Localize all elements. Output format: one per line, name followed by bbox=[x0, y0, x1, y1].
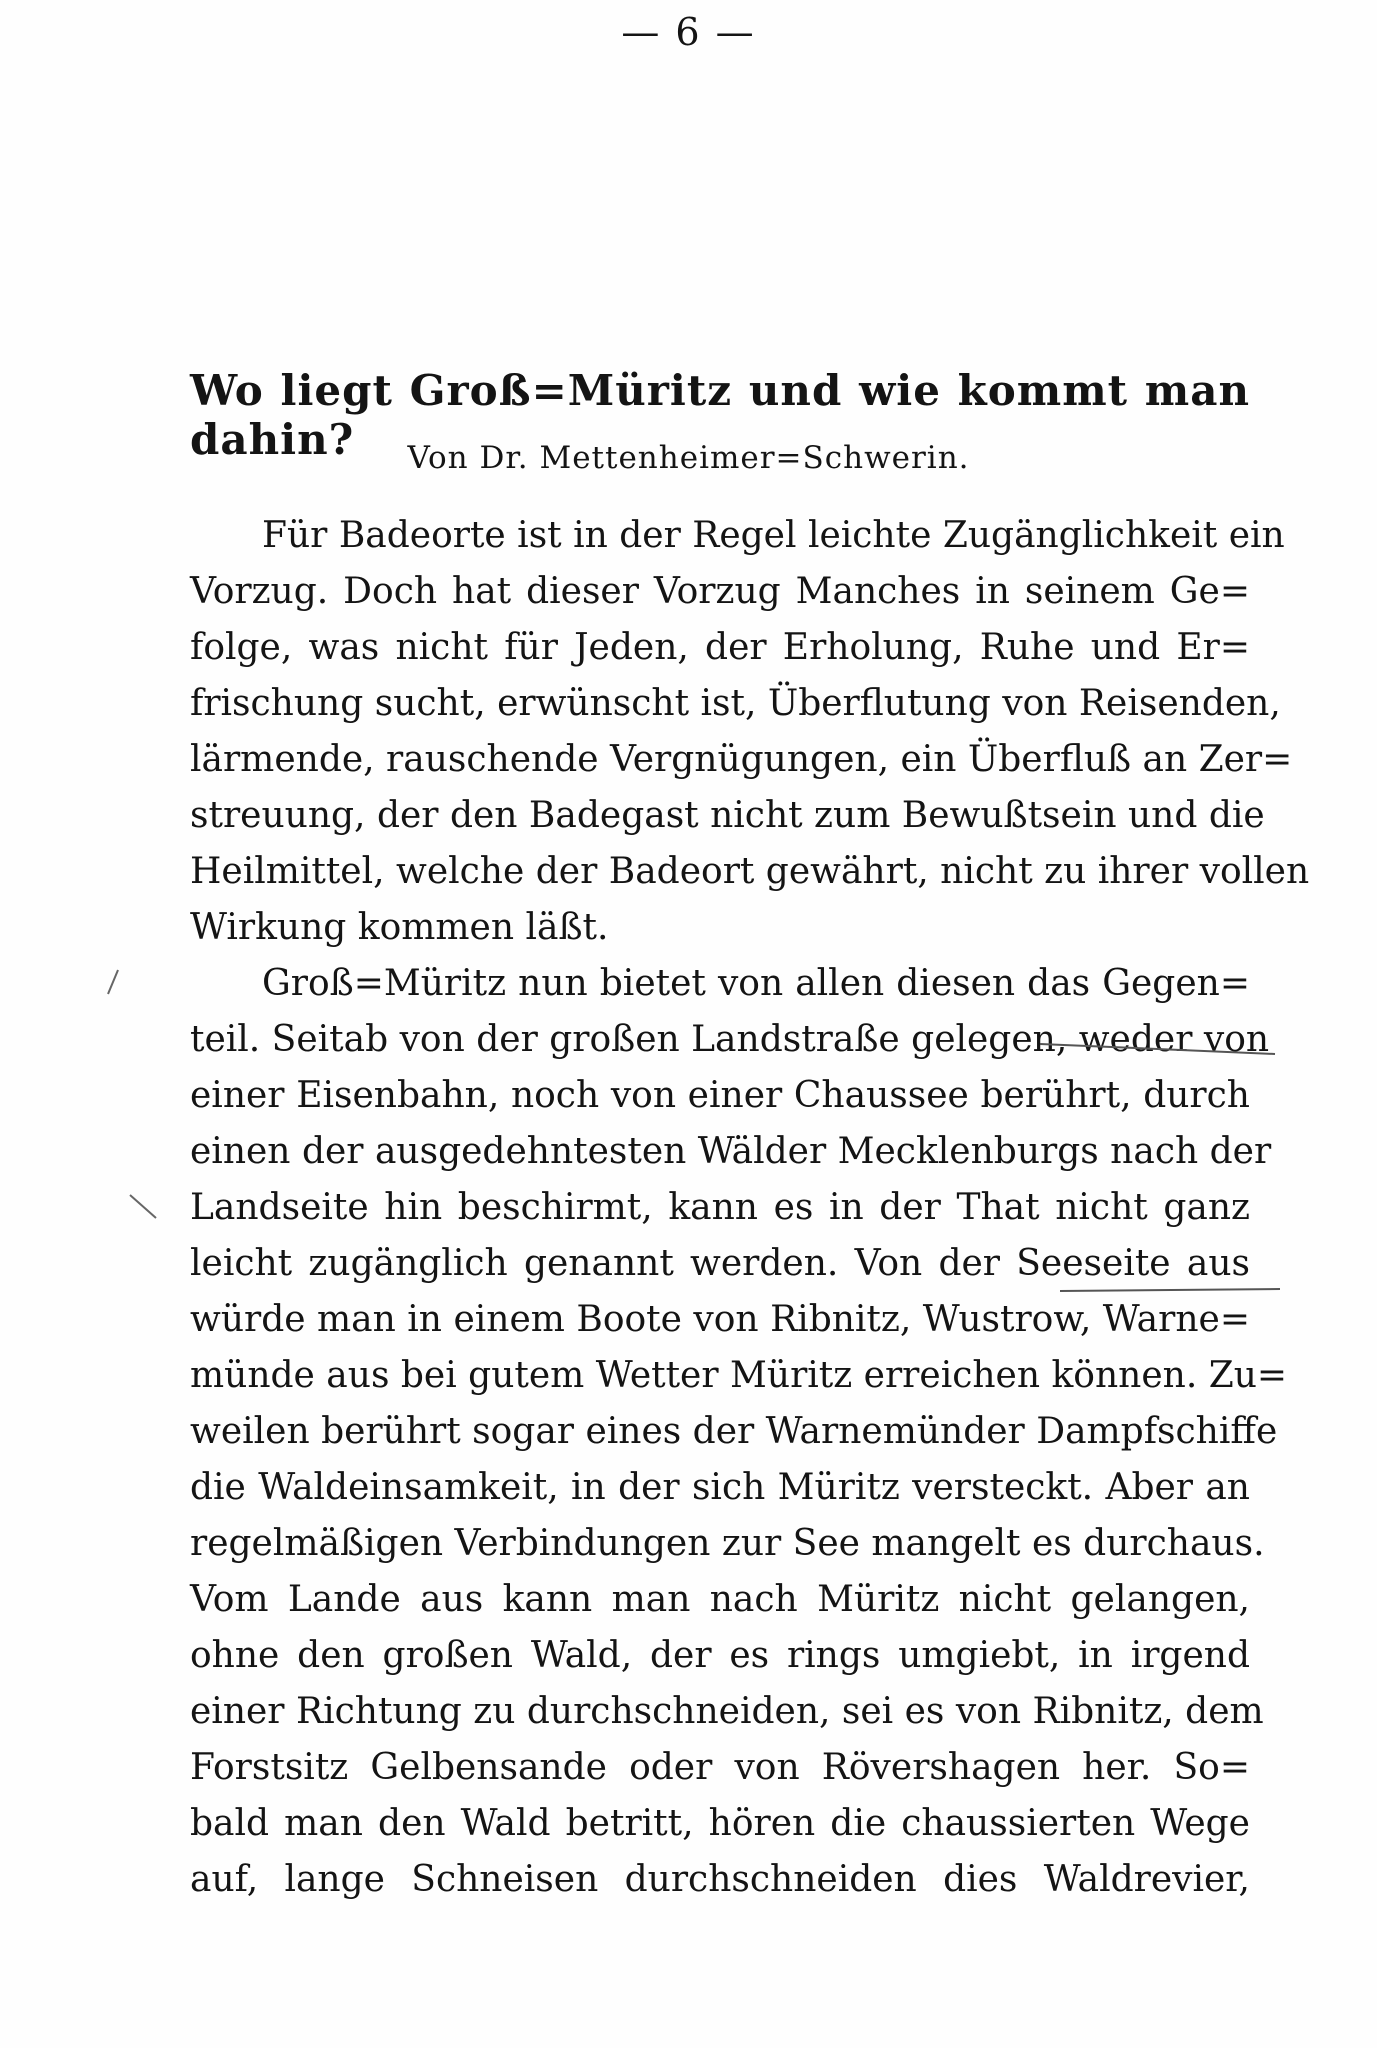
pencil-dash-mark bbox=[108, 970, 118, 994]
text-line: die Waldeinsamkeit, in der sich Müritz versteckt. Aber an bbox=[190, 1467, 1250, 1508]
text-line: ohne den großen Wald, der es rings umgiebt, in irgend bbox=[190, 1635, 1250, 1676]
paragraph-1 bbox=[190, 508, 1310, 956]
text-line: münde aus bei gutem Wetter Müritz erreichen können. Zu= bbox=[190, 1355, 1288, 1396]
text-line: regelmäßigen Verbindungen zur See mangelt es durchaus. bbox=[190, 1523, 1265, 1564]
text-line: Vom Lande aus kann man nach Müritz nicht gelangen, bbox=[190, 1579, 1250, 1620]
text-line: Groß=Müritz nun bietet von allen diesen das Gegen= bbox=[262, 963, 1250, 1004]
article-title: Wo liegt Groß=Müritz und wie kommt man dahin? bbox=[190, 366, 1250, 464]
text-line: leicht zugänglich genannt werden. Von der Seeseite aus bbox=[190, 1243, 1250, 1284]
text-line: lärmende, rauschende Vergnügungen, ein Überfluß an Zer= bbox=[190, 739, 1293, 780]
paragraph-2 bbox=[190, 956, 1288, 1908]
text-line: einer Eisenbahn, noch von einer Chaussee berührt, durch bbox=[190, 1075, 1250, 1116]
text-line: folge, was nicht für Jeden, der Erholung, Ruhe und Er= bbox=[190, 627, 1250, 668]
text-line: weilen berührt sogar eines der Warnemünder Dampfschiffe bbox=[190, 1411, 1278, 1452]
text-line: Forstsitz Gelbensande oder von Rövershagen her. So= bbox=[190, 1747, 1250, 1788]
text-line: bald man den Wald betritt, hören die chaussierten Wege bbox=[190, 1803, 1250, 1844]
text-line: Landseite hin beschirmt, kann es in der That nicht ganz bbox=[190, 1187, 1250, 1228]
text-line: frischung sucht, erwünscht ist, Überflutung von Reisenden, bbox=[190, 683, 1281, 724]
page-number: — 6 — bbox=[621, 10, 756, 54]
text-line: einen der ausgedehntesten Wälder Mecklenburgs nach der bbox=[190, 1131, 1272, 1172]
article-byline: Von Dr. Mettenheimer=Schwerin. bbox=[407, 440, 970, 476]
text-line: Heilmittel, welche der Badeort gewährt, nicht zu ihrer vollen bbox=[190, 851, 1310, 892]
text-line: auf, lange Schneisen durchschneiden dies Waldrevier, bbox=[190, 1859, 1250, 1900]
pencil-dash-mark bbox=[130, 1195, 156, 1218]
text-line: Vorzug. Doch hat dieser Vorzug Manches in seinem Ge= bbox=[190, 571, 1250, 612]
text-line: Wirkung kommen läßt. bbox=[190, 907, 609, 948]
text-line: teil. Seitab von der großen Landstraße gelegen, weder von bbox=[190, 1019, 1270, 1060]
text-line: Für Badeorte ist in der Regel leichte Zugänglichkeit ein bbox=[262, 515, 1285, 556]
text-line: würde man in einem Boote von Ribnitz, Wustrow, Warne= bbox=[190, 1299, 1250, 1340]
text-line: einer Richtung zu durchschneiden, sei es von Ribnitz, dem bbox=[190, 1691, 1264, 1732]
text-line: streuung, der den Badegast nicht zum Bewußtsein und die bbox=[190, 795, 1265, 836]
